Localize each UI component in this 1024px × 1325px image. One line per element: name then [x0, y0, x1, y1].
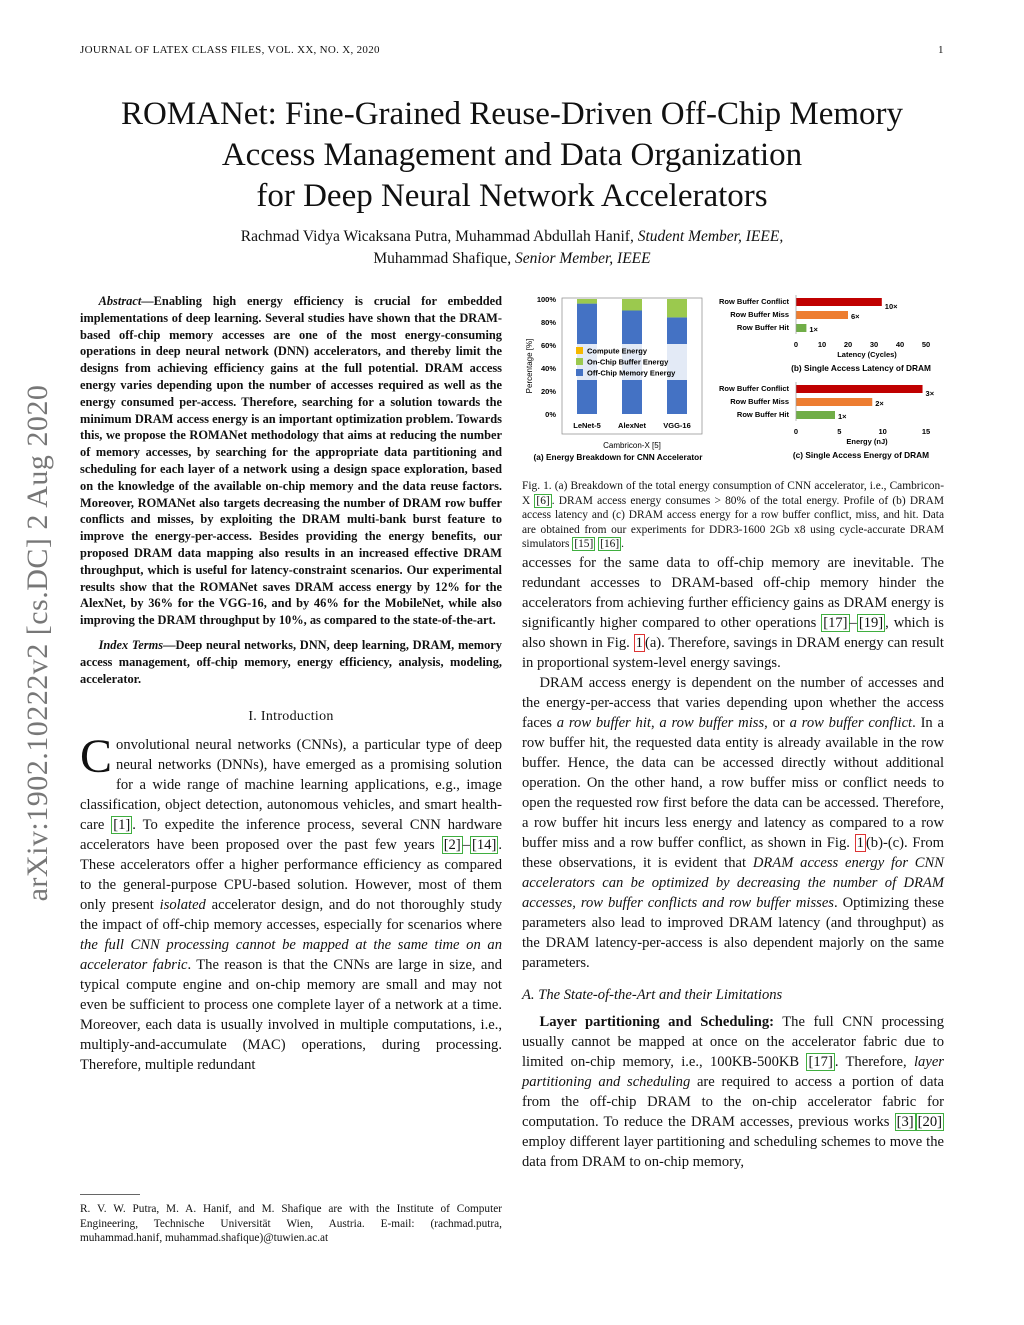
figure-1-charts — [522, 292, 944, 464]
body-emphasis: DRAM access energy for CNN accelerators can be optimized by decreasing the number of DRAM accesses, row buffer conflicts and row buffer misses — [522, 855, 944, 911]
paper-title — [80, 94, 944, 217]
body-emphasis: a row buffer miss — [659, 715, 765, 731]
chart-a-ytick: 20% — [540, 387, 556, 396]
body-emphasis: a row buffer hit — [556, 715, 651, 731]
chart-b-title: (b) Single Access Latency of DRAM — [791, 363, 931, 373]
caption-text: . — [621, 538, 624, 551]
citation-link[interactable]: [17] — [823, 615, 848, 631]
chart-c — [719, 382, 935, 460]
citation-link[interactable]: [16] — [600, 538, 620, 551]
body-text: , or — [764, 715, 790, 731]
chart-c-data-label: 2× — [875, 399, 884, 408]
title-line-1: ROMANet: Fine-Grained Reuse-Driven Off-Chip Memory — [120, 96, 904, 132]
body-text: accesses for the same data to off-chip memory are inevitable. The redundant accesses to DRAM-based off-chip memory hinder the accelerators from achieving further efficiency gains as DRAM energy is significantly higher compared to other operations — [522, 555, 944, 631]
chart-a-yticks — [537, 295, 557, 419]
chart-a-categories — [573, 421, 691, 430]
index-terms-text: —Deep neural networks, DNN, deep learning, DRAM, memory access management, off-chip memory, energy efficiency, analysis, modeling, accelerator. — [80, 637, 502, 686]
chart-c-xtick: 5 — [837, 427, 842, 436]
citation-link[interactable]: [14] — [472, 837, 497, 854]
chart-b-xtick: 10 — [817, 340, 827, 349]
author-role-1: Student Member, IEEE, — [637, 228, 784, 245]
caption-text: Fig. 1. (a) Breakdown of the total energy consumption of CNN accelerator, i.e., Cambricon-X — [522, 480, 944, 507]
chart-b-xtick: 0 — [793, 340, 799, 349]
chart-c-xlabel: Energy (nJ) — [846, 437, 888, 446]
intro-text: . The reason is that the CNNs are large in size, and typical compute engine and on-chip memory are small and may not even be sufficient to process one complete layer of a network at a time. Moreover, each data is usually involved in multiple computations, i.e., multiply-and-accumulate (MAC) operations, during processing. Therefore, multiple redundant — [80, 957, 503, 1074]
chart-c-xtick: 15 — [921, 427, 931, 436]
body-emphasis: a row buffer conflict — [789, 715, 913, 731]
author-list — [80, 226, 944, 270]
body-text: are required to access a portion of data from the off-chip DRAM to the on-chip accelerator fabric for computation. To reduce the DRAM accesses, previous works — [522, 1074, 944, 1130]
chart-a-bar-segment — [622, 299, 642, 311]
chart-a-title: (a) Energy Breakdown for CNN Accelerator — [533, 452, 703, 462]
chart-a-xlabel: Cambricon-X [5] — [603, 441, 661, 450]
citation-link[interactable]: [17] — [808, 1054, 833, 1070]
body-text: , which is also shown in Fig. — [522, 615, 944, 651]
body-text: (a). Therefore, savings in DRAM energy can result in proportional system-level energy savings. — [522, 635, 944, 671]
intro-text: – — [462, 837, 471, 854]
chart-a-legend-swatch — [576, 369, 583, 376]
chart-b — [719, 295, 931, 373]
chart-b-data-label: 1× — [809, 325, 818, 334]
intro-paragraph — [80, 730, 503, 1075]
chart-c-bar — [796, 385, 923, 393]
chart-b-xlabel: Latency (Cycles) — [837, 350, 897, 359]
chart-a-ytick: 40% — [540, 364, 556, 373]
body-text: . Therefore, — [834, 1054, 914, 1070]
abstract-text: —Enabling high energy efficiency is crucial for embedded implementations of deep learning. Several studies have shown that the DRAM-based off-chip memory accesses are one of the most energy-consuming operations in deep neural network (DNN) accelerators, and thereby limit the designs from achieving efficiency gains at the full potential. DRAM access energy varies depending upon the number of accesses required as well as the energy consumed per-access. Therefore, searching for a solution towards the minimum DRAM access energy is an important optimization problem. Towards this, we propose the ROMANet methodology that aims at reducing the number of memory accesses, by searching for the appropriate data partitioning and scheduling for each layer of a network using a design space exploration, based on the knowledge of the available on-chip memory and the data reuse factors. Moreover, ROMANet also targets decreasing the number of DRAM row buffer conflicts and misses, by exploiting the DRAM multi-bank burst feature to improve the energy-per-access. Besides providing the energy benefits, our proposed DRAM data mapping also results in an increased effective DRAM throughput, which is useful for latency-constraint scenarios. Our experimental results show that the ROMANet saves DRAM access energy by 12% for the AlexNet, by 36% for the VGG-16, and by 46% for the MobileNet, while also improving the DRAM throughput by 10%, as compared to the state-of-the-art. — [80, 294, 502, 628]
chart-a-category-label: VGG-16 — [663, 421, 691, 430]
chart-a-legend-swatch — [576, 347, 583, 354]
abstract — [80, 293, 502, 629]
chart-a — [525, 295, 703, 462]
paragraph-accesses — [522, 553, 944, 673]
chart-a-bar-segment — [577, 299, 597, 304]
chart-b-category-label: Row Buffer Conflict — [719, 297, 789, 306]
authors-line-1: Rachmad Vidya Wicaksana Putra, Muhammad Abdullah Hanif, — [240, 228, 634, 245]
footnote: R. V. W. Putra, M. A. Hanif, and M. Shafique are with the Institute of Computer Engineering, Technische Universität Wien, Austria. E-mail: (rachmad.putra, muhammad.hanif, muhammad.shafique)@tuwien.ac.at — [80, 1203, 502, 1244]
body-text: . In a row buffer hit, the requested data entity is already available in the row buffer. Hence, the data can be accessed directly without additional operation. On the other hand, a row buffer miss or conflict needs to open the requested row first before the data can be accessed. Therefore, a row buffer hit incurs less energy and latency as compared to a row buffer miss and a row buffer conflict, as shown in Fig. — [522, 715, 945, 851]
caption-text: . DRAM access energy consumes > 80% of the total energy. Profile of (b) DRAM access latency and (c) DRAM access energy for a row buffer conflict, miss, and hit. Data are obtained from our experiments for DDR3-1600 2Gb x8 using cycle-accurate DRAM simulators — [522, 494, 944, 551]
authors-line-2: Muhammad Shafique, — [373, 250, 512, 267]
chart-c-bar — [796, 411, 835, 419]
body-text: (b)-(c). From these observations, it is evident that — [522, 835, 945, 871]
drop-cap: C — [80, 730, 113, 784]
chart-a-legend-label: Off-Chip Memory Energy — [587, 368, 676, 378]
chart-b-xtick: 50 — [921, 340, 931, 349]
left-column — [80, 293, 502, 1075]
chart-a-bar-segment — [667, 299, 687, 317]
right-column — [522, 553, 944, 1172]
citation-link[interactable]: [2] — [443, 837, 461, 854]
chart-a-ytick: 0% — [545, 410, 556, 419]
chart-c-category-label: Row Buffer Hit — [736, 410, 789, 419]
chart-b-xtick: 20 — [843, 340, 853, 349]
chart-b-xtick: 30 — [869, 340, 879, 349]
chart-c-data-label: 1× — [838, 412, 847, 421]
intro-text: . These accelerators offer a higher performance efficiency as compared to the general-purpose CPU-based solution. However, most of them only present — [80, 837, 502, 914]
chart-b-bar — [796, 324, 806, 332]
chart-b-category-label: Row Buffer Miss — [730, 310, 789, 319]
chart-a-category-label: AlexNet — [618, 421, 646, 430]
citation-link[interactable]: [6] — [536, 494, 550, 507]
chart-c-bar — [796, 398, 872, 406]
chart-a-ytick: 100% — [536, 295, 556, 304]
figure-link[interactable]: 1 — [856, 835, 864, 851]
citation-link[interactable]: [15] — [574, 538, 594, 551]
chart-b-data-label: 6× — [851, 312, 860, 321]
chart-c-category-label: Row Buffer Miss — [730, 397, 789, 406]
chart-b-xtick: 40 — [895, 340, 905, 349]
body-text: DRAM access energy is dependent on the number of accesses and the energy-per-access that varies depending upon whether the access faces — [522, 675, 944, 731]
subsection-heading: A. The State-of-the-Art and their Limitations — [522, 987, 783, 1003]
chart-c-title: (c) Single Access Energy of DRAM — [792, 450, 930, 460]
footnote-rule — [80, 1194, 140, 1195]
abstract-label: Abstract — [98, 294, 142, 308]
citation-link[interactable]: [20] — [917, 1114, 942, 1130]
chart-a-category-label: LeNet-5 — [573, 421, 601, 430]
body-emphasis: layer partitioning and scheduling — [522, 1054, 944, 1090]
section-heading-introduction: I. Introduction — [248, 709, 334, 725]
page-number: 1 — [938, 44, 944, 56]
chart-b-bar — [796, 298, 882, 306]
chart-b-bar — [796, 311, 848, 319]
body-text: , — [650, 715, 660, 731]
chart-c-xtick: 10 — [878, 427, 887, 436]
intro-text: accelerator design, and do not thoroughly study the impact of off-chip memory accesses, especially for scenarios where — [80, 897, 502, 934]
body-text: – — [849, 615, 857, 631]
intro-emphasis: isolated — [159, 897, 206, 914]
intro-text: onvolutional neural networks (CNNs), a particular type of deep neural networks (DNNs), have emerged as a promising solution for a wide range of machine learning applications, e.g., image classification, object detection, autonomous vehicles, and smart health-care — [80, 737, 502, 834]
title-line-2: Access Management and Data Organization — [221, 137, 803, 173]
paragraph-layer-partitioning — [522, 1012, 944, 1172]
citation-link[interactable]: [19] — [858, 615, 884, 631]
body-bold: Layer partitioning and Scheduling: — [539, 1014, 775, 1030]
chart-c-category-label: Row Buffer Conflict — [719, 384, 789, 393]
chart-a-legend — [572, 344, 694, 380]
chart-a-ytick: 60% — [540, 341, 556, 350]
citation-link[interactable]: [1] — [113, 817, 131, 834]
paragraph-dram-energy — [522, 673, 944, 973]
chart-b-category-label: Row Buffer Hit — [736, 323, 789, 332]
arxiv-stamp — [18, 355, 58, 930]
index-terms — [80, 637, 502, 687]
index-terms-label: Index Terms — [98, 637, 164, 652]
intro-emphasis: the full CNN processing cannot be mapped at the same time on an accelerator fabric — [80, 937, 502, 974]
intro-text: . To expedite the inference process, several CNN hardware accelerators have been proposed over the past few years — [80, 817, 502, 854]
body-text: employ different layer partitioning and scheduling schemes to move the data from DRAM to on-chip memory, — [522, 1134, 944, 1170]
running-header: JOURNAL OF LATEX CLASS FILES, VOL. XX, NO. X, 2020 — [80, 44, 380, 56]
body-text: The full CNN processing usually cannot be mapped at once on the accelerator fabric due to limited on-chip memory, i.e., 100KB-500KB — [522, 1014, 944, 1070]
author-role-2: Senior Member, IEEE — [515, 250, 651, 267]
chart-a-ylabel: Percentage [%] — [525, 338, 534, 394]
chart-b-data-label: 10× — [884, 302, 898, 311]
figure-1 — [522, 292, 944, 552]
citation-link[interactable]: [3] — [896, 1114, 914, 1130]
body-text: . Optimizing these parameters also lead to improved DRAM latency (and throughput) as the DRAM latency-per-access is also dependent majorly on the same parameters. — [522, 895, 944, 971]
arxiv-stamp-text: arXiv:1902.10222v2 [cs.DC] 2 Aug 2020 — [21, 384, 54, 901]
title-line-3: for Deep Neural Network Accelerators — [256, 178, 768, 214]
chart-a-legend-label: On-Chip Buffer Energy — [587, 357, 669, 367]
figure-1-caption — [522, 479, 944, 552]
chart-a-legend-label: Compute Energy — [587, 346, 648, 356]
chart-c-data-label: 3× — [925, 389, 935, 398]
chart-a-ytick: 80% — [540, 318, 556, 327]
chart-a-legend-swatch — [576, 358, 583, 365]
chart-c-xtick: 0 — [793, 427, 799, 436]
figure-link[interactable]: 1 — [635, 635, 643, 651]
